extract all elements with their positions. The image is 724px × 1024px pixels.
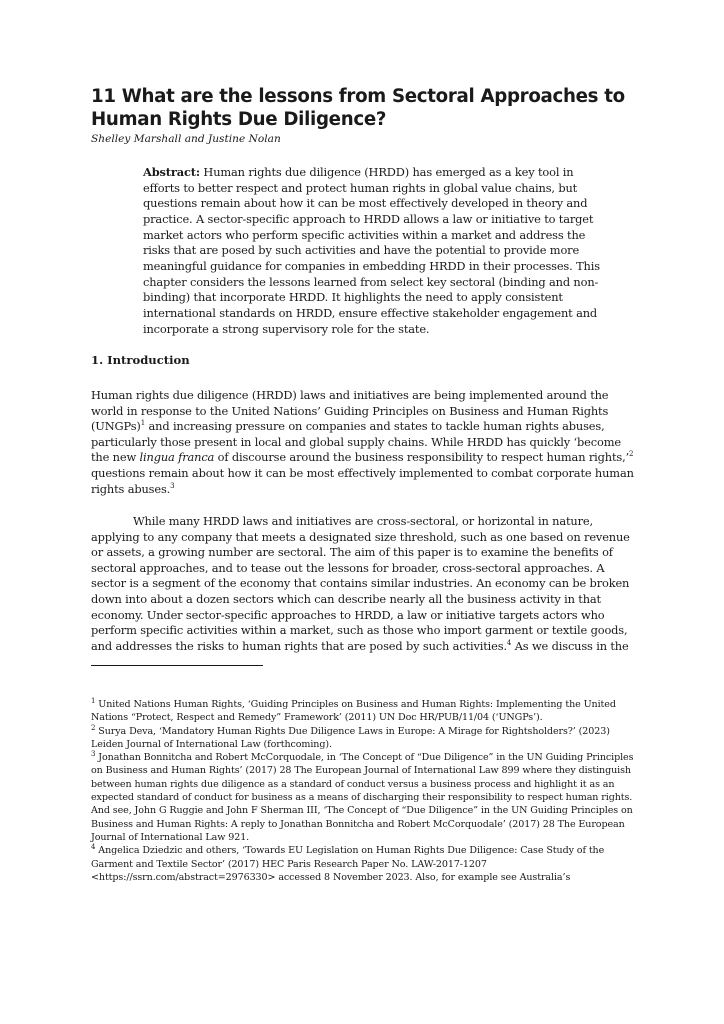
- paragraph-text: and increasing pressure on companies and states to tackle human rights abuses, particularly those present in local and global supply chains. While HRDD has quickly ‘become the new: [91, 419, 621, 465]
- footnotes: [91, 698, 639, 884]
- footnote-3: [91, 751, 639, 844]
- paragraph-text: Human rights due diligence (HRDD) laws and initiatives are being implemented around the world in response to the United Nations’ Guiding Principles on Business and Human Rights (UNGPs): [91, 388, 609, 434]
- chapter-title: 11 What are the lessons from Sectoral Approaches to Human Rights Due Diligence?: [91, 86, 625, 130]
- paragraph-text: questions remain about how it can be most effectively implemented to combat corporate human rights abuses.: [91, 465, 634, 496]
- footnote-text: United Nations Human Rights, ‘Guiding Principles on Business and Human Rights: Implementing the United Nations “Protect, Respect and Remedy” Framework’ (2011) UN Doc HR/PUB/11/04 (‘UNGPs’).: [91, 699, 616, 724]
- section-heading: [91, 352, 190, 368]
- footnote-number: 2: [91, 723, 96, 732]
- section-title: Introduction: [107, 353, 190, 367]
- footnote-ref-2[interactable]: 2: [629, 450, 634, 459]
- abstract-text: Human rights due diligence (HRDD) has emerged as a key tool in efforts to better respect and protect human rights in global value chains, but questions remain about how it can be most effectively developed in theory and practice. A sector-specific approach to HRDD allows a law or initiative to target market actors who perform specific activities within a market and address the risks that are posed by such activities and have the potential to provide more meaningful guidance for companies in embedding HRDD in their processes. This chapter considers the lessons learned from select key sectoral (binding and non-binding) that incorporate HRDD. It highlights the need to apply consistent international standards on HRDD, ensure effective stakeholder engagement and incorporate a strong supervisory role for the state.: [143, 165, 600, 336]
- abstract: [143, 165, 605, 337]
- abstract-label: Abstract:: [143, 165, 200, 179]
- paragraph-2: [91, 514, 639, 654]
- paragraph-text: of discourse around the business responsibility to respect human rights,’: [214, 450, 630, 465]
- footnote-text: Jonathan Bonnitcha and Robert McCorquodale, in ‘The Concept of “Due Diligence” in the UN Guiding Principles on Business and Human Rights’ (2017) 28 The European Journal of International Law 899 where they distinguish between human rights due diligence as a standard of conduct versus a business process and highlight it as an expected standard of conduct for business as a means of discharging their responsibility to respect human rights. And see, John G Ruggie and John F Sherman III, ‘The Concept of “Due Diligence” in the UN Guiding Principles on Business and Human Rights: A reply to Jonathan Bonnitcha and Robert McCorquodale’ (2017) 28 The European Journal of International Law 921.: [91, 752, 634, 843]
- footnote-number: 4: [91, 843, 96, 852]
- footnote-separator: [91, 665, 263, 666]
- footnote-1: [91, 698, 639, 725]
- chapter-authors: Shelley Marshall and Justine Nolan: [91, 133, 281, 145]
- footnote-2: [91, 725, 639, 752]
- section-number: 1.: [91, 353, 104, 367]
- footnote-ref-3[interactable]: 3: [170, 481, 175, 490]
- paragraph-1: [91, 388, 639, 497]
- footnote-number: 1: [91, 696, 96, 705]
- paragraph-text: As we discuss in the: [511, 638, 629, 653]
- footnote-ref-1[interactable]: 1: [140, 419, 146, 428]
- footnote-text: Surya Deva, ‘Mandatory Human Rights Due Diligence Laws in Europe: A Mirage for Rightsholders?’ (2023) Leiden Journal of International Law (forthcoming).: [91, 725, 610, 750]
- footnote-text: Angelica Dziedzic and others, ‘Towards EU Legislation on Human Rights Due Diligence: Case Study of the Garment and Textile Sector’ (2017) HEC Paris Research Paper No. LAW-2017-1207 <https://ssrn.com/abstract=2976330> accessed 8 November 2023. Also, for example see Australia’s: [91, 845, 605, 883]
- footnote-ref-4[interactable]: 4: [506, 638, 512, 647]
- italic-term: lingua franca: [139, 450, 215, 465]
- footnote-number: 3: [91, 750, 96, 759]
- paragraph-text: While many HRDD laws and initiatives are cross-sectoral, or horizontal in nature, applying to any company that meets a designated size threshold, such as one based on revenue or assets, a growing number are sectoral. The aim of this paper is to examine the benefits of sectoral approaches, and to tease out the lessons for broader, cross-sectoral approaches. A sector is a segment of the economy that contains similar industries. An economy can be broken down into about a dozen sectors which can describe nearly all the business activity in that economy. Under sector-specific approaches to HRDD, a law or initiative targets actors who perform specific activities within a market, such as those who import garment or textile goods, and addresses the risks to human rights that are posed by such activities.: [91, 514, 630, 653]
- footnote-4: [91, 844, 639, 884]
